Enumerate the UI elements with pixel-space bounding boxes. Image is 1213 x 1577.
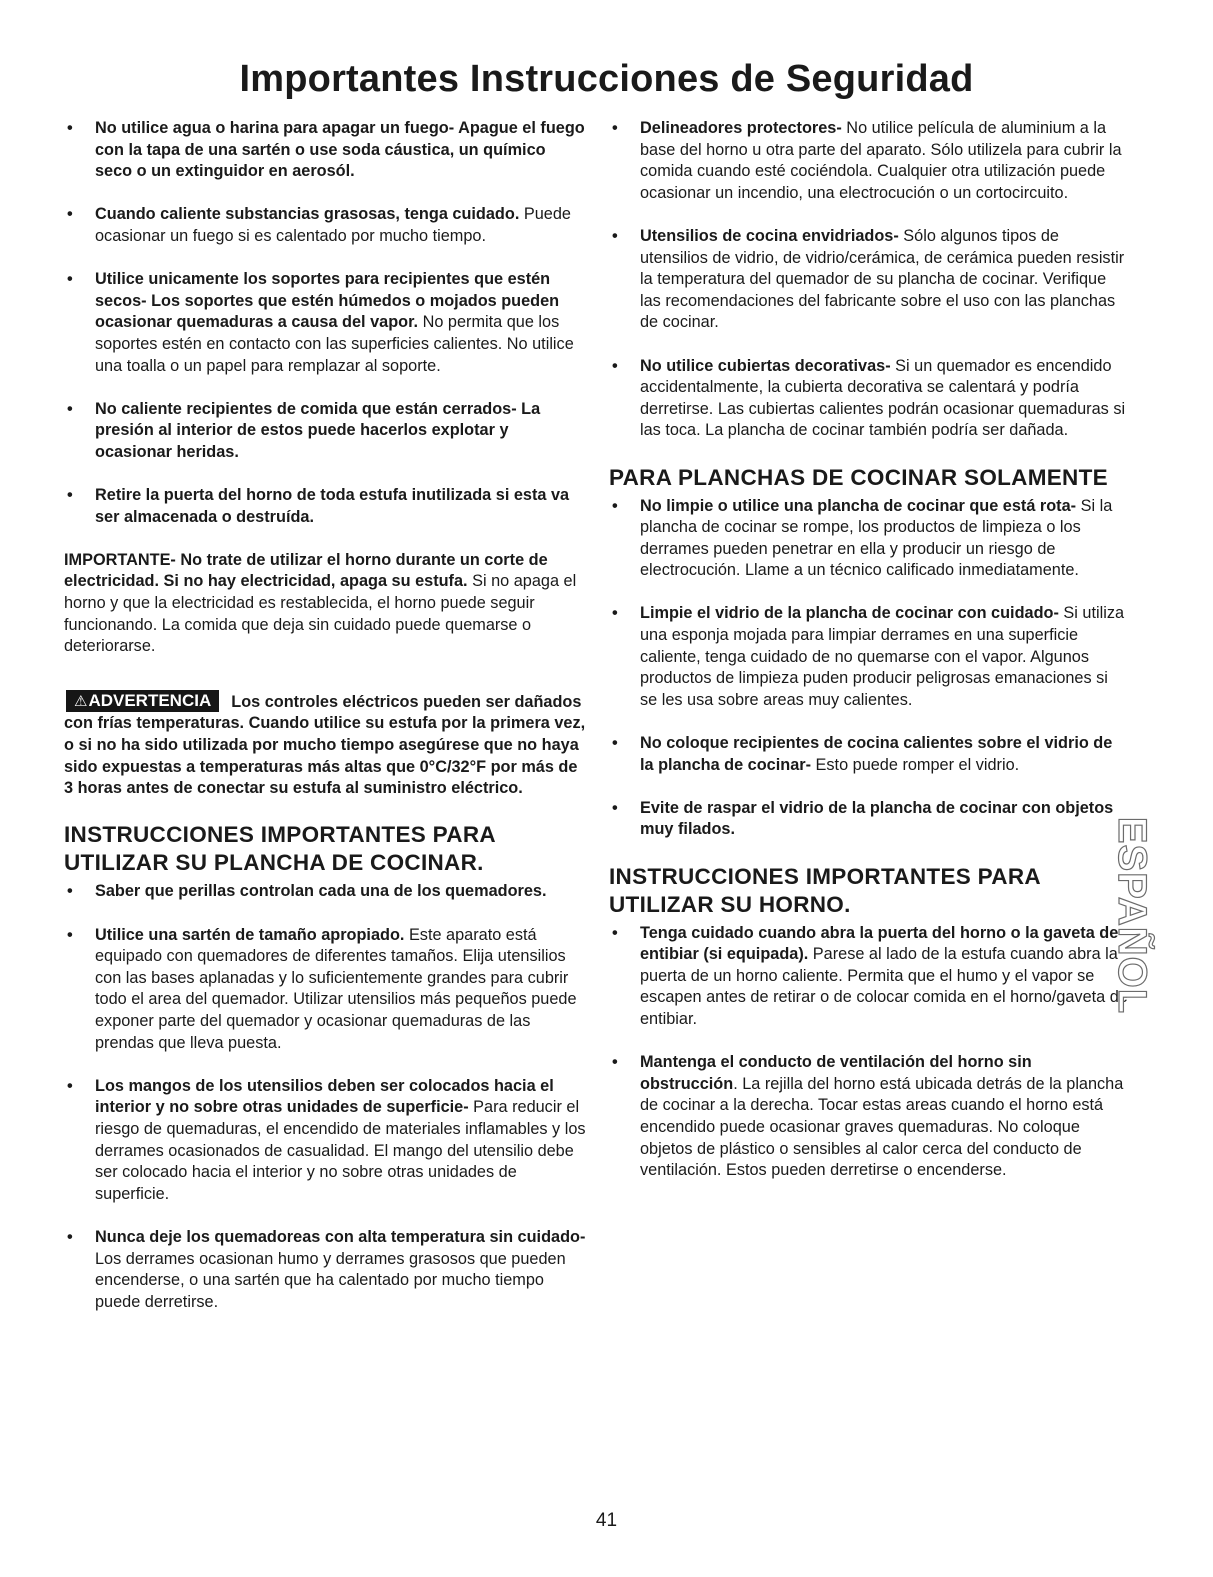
section-heading: PARA PLANCHAS DE COCINAR SOLAMENTE [609, 464, 1108, 490]
list-item [64, 204, 586, 247]
item-text: No permita que los soportes estén en contacto con las superficies calientes. No utilice una toalla o un papel para remplazar al soporte. [95, 313, 574, 375]
important-note [64, 550, 586, 658]
item-bold-text: Saber que perillas controlan cada una de los quemadores. [95, 882, 547, 901]
list-item [609, 118, 1129, 204]
bullet: • [67, 882, 73, 901]
list-item [609, 226, 1129, 334]
bullet: • [612, 1053, 618, 1072]
list-item [609, 733, 1129, 776]
item-text: No utilice película de aluminium a la base del horno u otra parte del aparato. Sólo utilizela para cubrir la comida cuando esté cociéndola. Cualquier otra utilización puede ocasionar un incendio, una electrocución o un cortocircuito. [640, 119, 1122, 202]
item-bold-text: No utilice cubiertas decorativas- [640, 356, 891, 375]
list-item [64, 1076, 586, 1206]
bullet: • [612, 356, 618, 375]
item-bold-text: No limpie o utilice una plancha de cocinar que está rota- [640, 496, 1077, 515]
warning-text: Los controles eléctricos pueden ser dañados con frías temperaturas. Cuando utilice su estufa por la primera vez, o si no ha sido utilizada por mucho tiempo asegúrese que no haya sido expuestas a temperaturas más altas que 0°C/32°F por más de 3 horas antes de conectar su estufa al suministro eléctrico. [64, 692, 586, 798]
left-column [64, 118, 586, 1335]
item-text: Sólo algunos tipos de utensilios de vidrio, de vidrio/cerámica, de cerámica pueden resistir la temperatura del quemador de su plancha de cocinar. Verifique las recomendaciones del fabricante sobre el uso con las planchas de cocinar. [640, 226, 1125, 332]
bullet: • [612, 604, 618, 623]
bullet: • [67, 399, 73, 418]
item-text: Para reducir el riesgo de quemaduras, el encendido de materiales inflamables y los derrames ocasionados de casualidad. El mango del utensilio debe ser colocado hacia el interior y no sobre otras unidades de superficie. [95, 1098, 586, 1203]
item-bold-text: Mantenga el conducto de ventilación del horno sin obstrucción [640, 1053, 1032, 1093]
bullet: • [67, 205, 73, 224]
list-item [609, 496, 1129, 582]
important-text: Si no apaga el horno y que la electricidad es restablecida, el horno puede seguir funcionando. La comida que deja sin cuidado puede quemarse o deteriorarse. [64, 572, 577, 656]
list-item [609, 356, 1129, 442]
item-bold-text: Utensilios de cocina envidriados- [640, 226, 899, 245]
item-bold-text: Delineadores protectores- [640, 119, 842, 137]
item-bold-text: Limpie el vidrio de la plancha de cocinar con cuidado- [640, 604, 1059, 623]
item-bold-text: No utilice agua o harina para apagar un fuego- Apague el fuego con la tapa de una sartén o use soda cáustica, un químico seco o un extinguidor en aerosól. [95, 119, 585, 181]
list-item [64, 399, 586, 464]
section-heading: INSTRUCCIONES IMPORTANTES PARA UTILIZAR SU PLANCHA DE COCINAR. [64, 822, 496, 876]
bullet: • [67, 486, 73, 505]
item-bold-text: No coloque recipientes de cocina calientes sobre el vidrio de la plancha de cocinar- [640, 734, 1113, 774]
item-bold-text: Los mangos de los utensilios deben ser colocados hacia el interior y no sobre otras unidades de superficie- [95, 1076, 554, 1117]
bullet: • [67, 1076, 73, 1095]
item-text: Puede ocasionar un fuego si es calentado por mucho tiempo. [95, 205, 571, 245]
item-bold-text: No caliente recipientes de comida que están cerrados- La presión al interior de estos puede hacerlos explotar y ocasionar heridas. [95, 399, 541, 461]
item-bold-text: Tenga cuidado cuando abra la puerta del horno o la gaveta de entibiar (si equipada). [640, 923, 1119, 964]
bullet: • [67, 270, 73, 289]
list-item [64, 269, 586, 377]
list-item [609, 1052, 1129, 1182]
bullet: • [67, 925, 73, 944]
item-text: Esto puede romper el vidrio. [811, 755, 1020, 774]
page-number: 41 [595, 1510, 618, 1531]
item-bold-text: Utilice unicamente los soportes para recipientes que estén secos- Los soportes que estén húmedos o mojados pueden ocasionar quemaduras a causa del vapor. [95, 270, 560, 332]
item-bold-text: Utilice una sartén de tamaño apropiado. [95, 925, 405, 944]
list-item [64, 881, 586, 903]
bullet: • [612, 734, 618, 753]
item-text: Parese al lado de la estufa cuando abra la puerta de un horno caliente. Permita que el humo y el vapor se escapen antes de retirar o de colocar comida en el horno/gaveta de entibiar. [640, 945, 1128, 1028]
bullet: • [612, 226, 618, 245]
list-item [64, 485, 586, 528]
item-bold-text: Nunca deje los quemadoreas con alta temperatura sin cuidado- [95, 1227, 586, 1246]
list-item [609, 798, 1129, 841]
item-text: Si utiliza una esponja mojada para limpiar derrames en una superficie caliente, tenga cuidado de no quemarse con el vapor. Algunos productos de limpieza puden producir peligrosas emanaciones si se les usa sobre areas muy calientes. [640, 604, 1125, 709]
section-heading: INSTRUCCIONES IMPORTANTES PARA UTILIZAR SU HORNO. [609, 863, 1041, 917]
language-side-tab [1110, 816, 1155, 1014]
item-text: Si la plancha de cocinar se rompe, los productos de limpieza o los derrames pueden penetrar en ella y producir un riesgo de electrocución. Llame a un técnico calificado inmediatamente. [640, 496, 1113, 580]
bullet: • [612, 119, 618, 137]
item-bold-text: Retire la puerta del horno de toda estufa inutilizada si esta va ser almacenada o destruída. [95, 486, 570, 526]
item-bold-text: Evite de raspar el vidrio de la plancha de cocinar con objetos muy filados. [640, 798, 1114, 839]
warning-block [64, 690, 586, 800]
list-item [64, 1227, 586, 1313]
page-title: Importantes Instrucciones de Seguridad [239, 58, 974, 100]
side-tab-label: ESPAÑOL [1110, 816, 1155, 1014]
item-bold-text: Cuando caliente substancias grasosas, tenga cuidado. [95, 205, 520, 224]
bullet: • [612, 923, 618, 942]
list-item [609, 923, 1129, 1031]
item-text: Este aparato está equipado con quemadores de diferentes tamaños. Elija utensilios con las bases aplanadas y lo suficientemente grandes para cubrir todo el area del quemador. Utilizar utensilios más pequeños puede exponer parte del quemador y ocasionar quemaduras de las prendas que lleva puesta. [95, 925, 577, 1052]
item-text: Si un quemador es encendido accidentalmente, la cubierta decorativa se calentará y podría derretirse. Las cubiertas calientes podrán ocasionar quemaduras si las toca. La plancha de cocinar también podría ser dañada. [640, 356, 1126, 440]
warning-triangle-icon: ⚠ [74, 692, 88, 710]
list-item [64, 118, 586, 183]
item-text: Los derrames ocasionan humo y derrames grasosos que pueden encenderse, o una sartén que ha calentado por mucho tiempo puede derretirse. [95, 1249, 566, 1311]
list-item [64, 925, 586, 1055]
list-item [609, 603, 1129, 711]
right-column [609, 118, 1129, 1203]
bullet: • [67, 119, 73, 137]
bullet: • [612, 496, 618, 515]
bullet: • [612, 798, 618, 817]
important-bold-text: IMPORTANTE- No trate de utilizar el horno durante un corte de electricidad. Si no hay electricidad, apaga su estufa. [64, 550, 548, 591]
bullet: • [67, 1227, 73, 1246]
item-text: . La rejilla del horno está ubicada detrás de la plancha de cocinar a la derecha. Tocar estas areas cuando el horno está encendido puede ocasionar graves quemaduras. No coloque objetos de plástico o sensibles al calor cerca del conducto de ventilación. Estos pueden derretirse o encenderse. [640, 1074, 1124, 1180]
warning-badge [66, 690, 219, 712]
warning-label: ADVERTENCIA [88, 690, 212, 710]
